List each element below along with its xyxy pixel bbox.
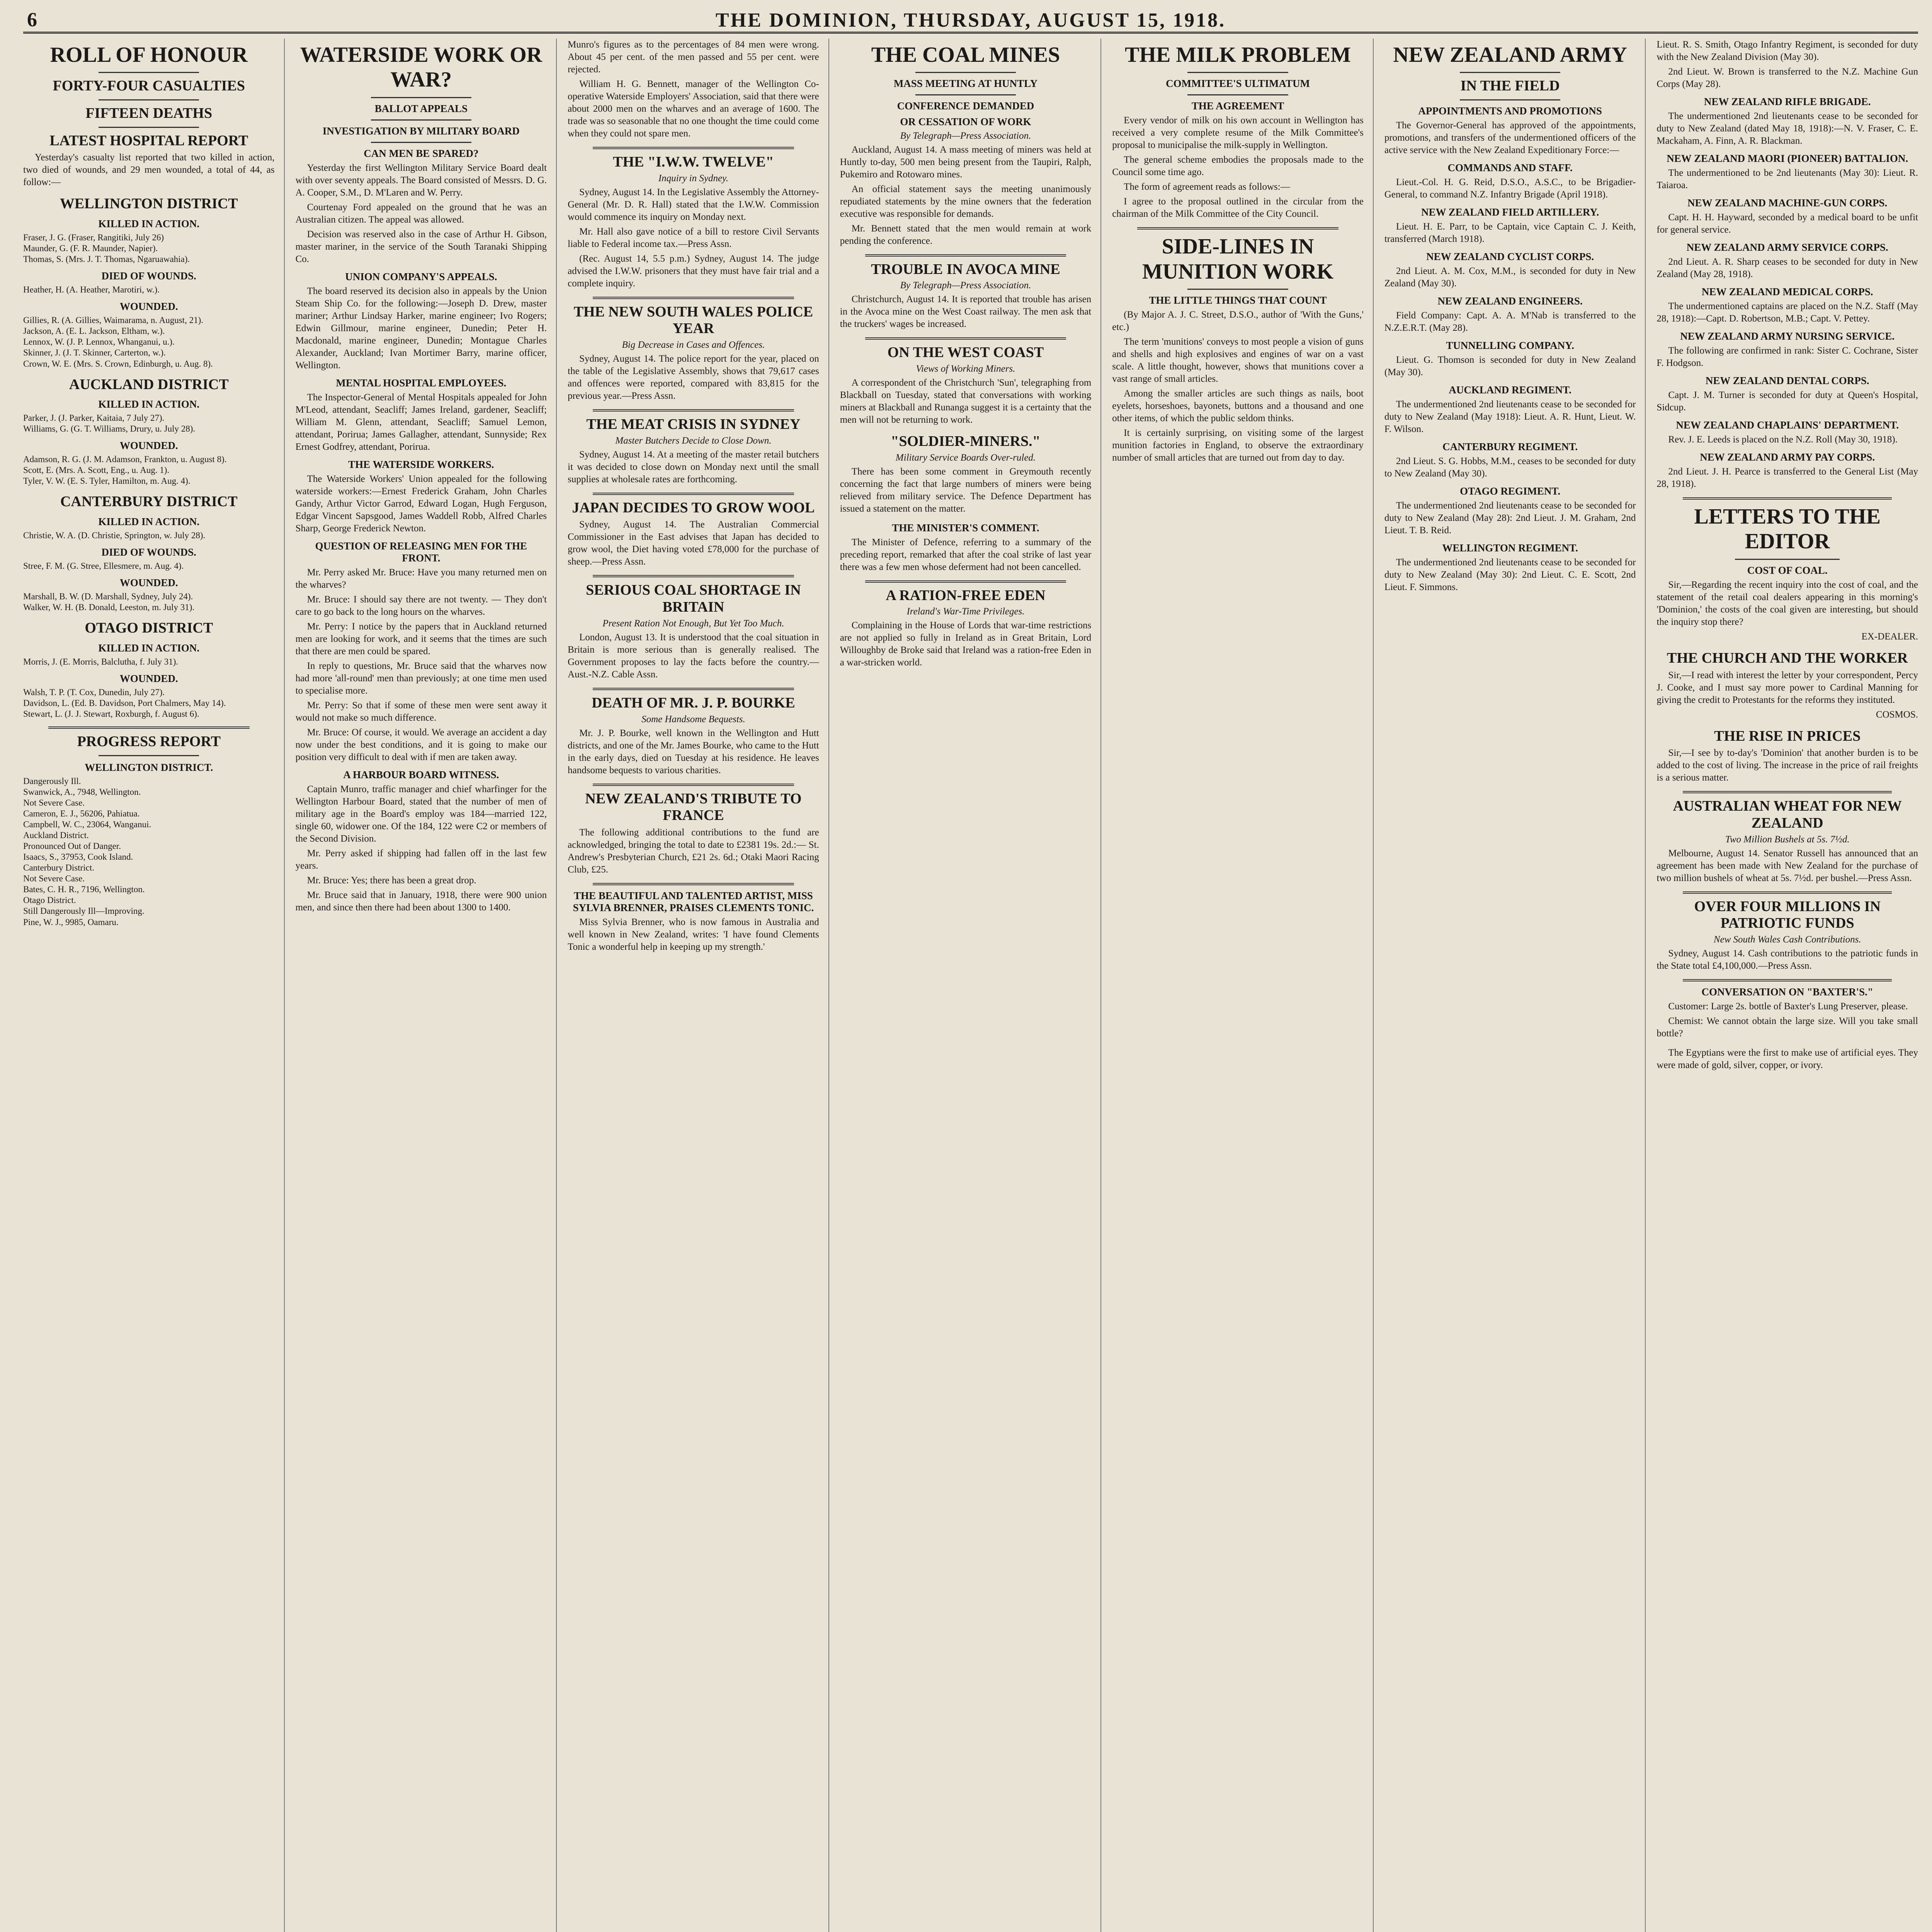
france-article xyxy=(568,791,819,876)
milk-article xyxy=(1112,43,1364,220)
headline: ON THE WEST COAST xyxy=(887,344,1044,361)
list-item: Jackson, A. (E. L. Jackson, Eltham, w.). xyxy=(23,326,165,336)
subhead: Military Service Boards Over-ruled. xyxy=(895,452,1036,463)
paragraph: Auckland, August 14. A mass meeting of miners was held at Huntly to-day, 500 men being present from the Taupiri, Ralph, Pukemiro and Rotowaro mines. xyxy=(840,144,1092,180)
paragraph: Mr. Bruce: Yes; there has been a great drop. xyxy=(307,875,476,886)
paragraph: (Rec. August 14, 5.5 p.m.) Sydney, August 14. The judge advised the I.W.W. prisoners that they must have fair trial and a complete inquiry. xyxy=(568,253,819,289)
list-item: Auckland District. xyxy=(23,830,89,840)
section-heading: AUCKLAND REGIMENT. xyxy=(1449,384,1571,396)
section-heading: NEW ZEALAND MAORI (PIONEER) BATTALION. xyxy=(1667,153,1908,164)
headline: THE BEAUTIFUL AND TALENTED ARTIST, MISS SYLVIA BRENNER, PRAISES CLEMENTS TONIC. xyxy=(573,889,814,913)
casualty-list xyxy=(23,232,275,265)
paragraph: Sir,—Regarding the recent inquiry into the cost of coal, and the statement of the retail coal dealers appearing in this morning's 'Dominion,' the costs of the coal given are interesting, but should the inquiry stop there? xyxy=(1656,579,1918,627)
section-heading: KILLED IN ACTION. xyxy=(98,218,200,230)
wheat-article xyxy=(1656,798,1918,884)
list-item: Stewart, L. (J. J. Stewart, Roxburgh, f. August 6). xyxy=(23,709,199,719)
casualty-list xyxy=(23,315,275,369)
paragraph: Courtenay Ford appealed on the ground that he was an Australian citizen. The appeal was allowed. xyxy=(295,202,547,225)
paragraph: Chemist: We cannot obtain the large size. Will you take small bottle? xyxy=(1656,1016,1918,1039)
headline: PROGRESS REPORT xyxy=(77,733,221,750)
list-item: Parker, J. (J. Parker, Kaitaia, 7 July 27). xyxy=(23,413,165,423)
masthead xyxy=(23,9,1918,34)
paragraph: Sydney, August 14. The police report for the year, placed on the table of the Legislative Assembly, shows that 79,617 cases and offences were reported, compared with 83,815 for the previous year.—Press Assn. xyxy=(568,354,819,401)
paragraph: Sir,—I see by to-day's 'Dominion' that another burden is to be added to the cost of living. The increase in the price of rail freights is a serious matter. xyxy=(1656,748,1918,783)
paragraph: The form of agreement reads as follows:— xyxy=(1124,182,1290,192)
paragraph: An official statement says the meeting unanimously repudiated statements by the mine owners that the federation executive was responsible for demands. xyxy=(840,184,1092,219)
list-item: Still Dangerously Ill—Improving. xyxy=(23,906,145,916)
subhead: THE LITTLE THINGS THAT COUNT xyxy=(1149,294,1327,306)
list-item: Scott, E. (Mrs. A. Scott, Eng., u. Aug. 1). xyxy=(23,465,170,475)
subhead: Master Butchers Decide to Close Down. xyxy=(615,435,772,446)
paragraph: The following are confirmed in rank: Sister C. Cochrane, Sister F. Hodgson. xyxy=(1656,345,1918,368)
avoca-article xyxy=(840,261,1092,331)
paragraph: The Inspector-General of Mental Hospitals appealed for John M'Leod, attendant, Seacliff; James Ireland, gardener, Seacliff; William M. Glenn, attendant, Seacliff; Samuel Lemon, attendant, Porirua; James Gallagher, attendant, Sunnyside; Rex Ernest Godfrey, attendant, Porirua. xyxy=(295,392,547,452)
paragraph: Sydney, August 14. In the Legislative Assembly the Attorney-General (Mr. D. R. Hall) stated that the I.W.W. Commission would commence its inquiry on Monday next. xyxy=(568,187,819,222)
list-item: Skinner, J. (J. T. Skinner, Carterton, w.). xyxy=(23,348,166,358)
japan-article xyxy=(568,500,819,568)
section-heading: DIED OF WOUNDS. xyxy=(101,270,196,282)
section-heading: WOUNDED. xyxy=(119,577,178,589)
tonic-advertisement xyxy=(568,890,819,953)
column-2 xyxy=(296,39,557,1932)
section-heading: NEW ZEALAND CHAPLAINS' DEPARTMENT. xyxy=(1676,419,1899,431)
paragraph: William H. G. Bennett, manager of the Wellington Co-operative Waterside Employers' Association, said that there were about 2000 men on the wharves and an average of 1600. The trade was so seasonable that no one thought the time could come when they could not spare men. xyxy=(568,79,819,139)
paragraph: Captain Munro, traffic manager and chief wharfinger for the Wellington Harbour Board, stated that the number of men of military age in the Board's employ was 184—married 122, single 60, widower one. Of the 184, 122 were C2 or members of the Second Division. xyxy=(295,784,547,844)
column-4 xyxy=(840,39,1102,1932)
section-heading: MENTAL HOSPITAL EMPLOYEES. xyxy=(336,377,507,389)
section-heading: THE WATERSIDE WORKERS. xyxy=(348,458,494,470)
paragraph: It is certainly surprising, on visiting some of the largest munition factories in England, to observe the extraordinary number of small articles that are turned out from day to day. xyxy=(1112,428,1364,463)
paragraph: The undermentioned 2nd lieutenants cease to be seconded for duty to New Zealand (dated May 18, 1918):—N. V. Fraser, C. E. Mackaham, A. Finn, A. R. Blackman. xyxy=(1656,111,1918,146)
west-coast-article xyxy=(840,344,1092,426)
roll-of-honour xyxy=(23,43,275,189)
headline: SERIOUS COAL SHORTAGE IN BRITAIN xyxy=(586,582,801,616)
column-5 xyxy=(1112,39,1374,1932)
subhead: INVESTIGATION BY MILITARY BOARD xyxy=(322,125,520,137)
list-item: Not Severe Case. xyxy=(23,798,85,808)
section-heading: NEW ZEALAND FIELD ARTILLERY. xyxy=(1421,206,1599,218)
column-3 xyxy=(568,39,829,1932)
paragraph: Capt. J. M. Turner is seconded for duty at Queen's Hospital, Sidcup. xyxy=(1656,390,1918,413)
subhead: APPOINTMENTS AND PROMOTIONS xyxy=(1418,105,1602,117)
headline: THE RISE IN PRICES xyxy=(1714,728,1861,744)
paragraph: Mr. Perry: I notice by the papers that in Auckland returned men are looking for work, and it seems that the times are such that there are men could be spared. xyxy=(295,621,547,656)
columns xyxy=(23,39,1918,1932)
section-heading: UNION COMPANY'S APPEALS. xyxy=(345,270,497,282)
subhead: LATEST HOSPITAL REPORT xyxy=(49,132,248,149)
subhead: Views of Working Miners. xyxy=(916,363,1015,374)
list-item: Pine, W. J., 9985, Oamaru. xyxy=(23,917,119,927)
paragraph: Munro's figures as to the percentages of 84 men were wrong. About 45 per cent. of the men passed and 55 per cent. were rejected. xyxy=(568,39,819,75)
casualty-list xyxy=(23,454,275,486)
section-heading: WOUNDED. xyxy=(119,673,178,685)
casualty-list xyxy=(23,530,275,541)
list-item: Walker, W. H. (B. Donald, Leeston, m. July 31). xyxy=(23,602,195,612)
subhead: MASS MEETING AT HUNTLY xyxy=(893,78,1038,90)
subhead: CONFERENCE DEMANDED xyxy=(897,100,1034,112)
paragraph: Sydney, August 14. The Australian Commercial Commissioner in the East advises that Japan has decided to grow wool, the Diet having voted £78,000 for the purchase of sheep.—Press Assn. xyxy=(568,519,819,567)
list-item: Not Severe Case. xyxy=(23,874,85,884)
paragraph: The Egyptians were the first to make use of artificial eyes. They were made of gold, silver, copper, or ivory. xyxy=(1656,1048,1918,1070)
list-item: Christie, W. A. (D. Christie, Springton, w. July 28). xyxy=(23,531,206,541)
list-item: Swanwick, A., 7948, Wellington. xyxy=(23,787,141,797)
paragraph: Mr. Perry: So that if some of these men were sent away it would not make so much difference. xyxy=(295,700,547,723)
section-heading: WELLINGTON REGIMENT. xyxy=(1442,542,1578,554)
list-item: Pronounced Out of Danger. xyxy=(23,841,121,851)
subhead: COST OF COAL. xyxy=(1747,564,1828,576)
wellington-district xyxy=(23,196,275,369)
headline: CONVERSATION ON "BAXTER'S." xyxy=(1701,986,1873,998)
paragraph: Among the smaller articles are such things as nails, boot eyelets, horseshoes, bayonets, buttons and a thousand and one other items, of which the public seldom thinks. xyxy=(1112,388,1364,424)
paragraph: The undermentioned 2nd lieutenants cease to be seconded for duty to New Zealand (May 30): 2nd Lieut. C. E. Scott, 2nd Lieut. F. Simmons. xyxy=(1384,557,1636,593)
waterside-continued xyxy=(568,39,819,140)
list-item: Crown, W. E. (Mrs. S. Crown, Edinburgh, u. Aug. 8). xyxy=(23,359,213,369)
headline: NEW ZEALAND ARMY xyxy=(1393,43,1627,67)
headline: THE "I.W.W. TWELVE" xyxy=(613,154,774,170)
section-heading: NEW ZEALAND RIFLE BRIGADE. xyxy=(1704,96,1871,107)
subhead: Present Ration Not Enough, But Yet Too Much. xyxy=(602,618,784,629)
paragraph: The undermentioned 2nd lieutenants cease to be seconded for duty to New Zealand (May 28): 2nd Lieut. J. M. Graham, 2nd Lieut. T. B. Reid. xyxy=(1384,500,1636,536)
paragraph: The board reserved its decision also in appeals by the Union Steam Ship Co. for the following:—Joseph D. Drew, master mariner; Arthur Lindsay Harker, marine engineer; Ivo Rogers; Edwin Gillmour, marine engineer, Dunedin; Peter H. Macdonald, marine engineer, Dunedin; Montague Charles Alexander, Auckland; Ivan Mortimer Barry, marine officer, Wellington. xyxy=(295,286,547,371)
byline: By Telegraph—Press Association. xyxy=(900,130,1031,141)
list-item: Morris, J. (E. Morris, Balclutha, f. July 31). xyxy=(23,657,179,667)
paragraph: Lieut. R. S. Smith, Otago Infantry Regiment, is seconded for duty with the New Zealand Division (May 30). xyxy=(1656,39,1918,62)
subhead: Ireland's War-Time Privileges. xyxy=(906,606,1025,617)
paragraph: Mr. J. P. Bourke, well known in the Wellington and Hutt districts, and one of the Mr. James Bourke, who came to the Hutt in the early days, died on Tuesday at his residence. He leaves handsome bequests to various charities. xyxy=(568,728,819,776)
paragraph: Customer: Large 2s. bottle of Baxter's Lung Preserver, please. xyxy=(1668,1001,1908,1012)
paragraph: Every vendor of milk on his own account in Wellington has received a very complete resume of the Milk Committee's proposal to municipalise the milk-supply in Wellington. xyxy=(1112,115,1364,151)
paragraph: Miss Sylvia Brenner, who is now famous in Australia and well known in New Zealand, writes: 'I have found Clements Tonic a wonderful help in keeping up my strength.' xyxy=(568,917,819,952)
paragraph: 2nd Lieut. W. Brown is transferred to the N.Z. Machine Gun Corps (May 28). xyxy=(1656,66,1918,89)
paragraph: The undermentioned captains are placed on the N.Z. Staff (May 28, 1918):—Capt. D. Robertson, M.B.; Capt. V. Pettey. xyxy=(1656,301,1918,324)
patriotic-funds-article xyxy=(1656,898,1918,972)
death-article xyxy=(568,695,819,777)
column-1 xyxy=(23,39,285,1932)
subhead: BALLOT APPEALS xyxy=(374,102,468,114)
section-heading: NEW ZEALAND MACHINE-GUN CORPS. xyxy=(1687,197,1888,209)
section-heading: WELLINGTON DISTRICT. xyxy=(85,761,213,773)
army-continued xyxy=(1656,39,1918,490)
list-item: Heather, H. (A. Heather, Marotiri, w.). xyxy=(23,285,160,295)
paragraph: Sydney, August 14. Cash contributions to the patriotic funds in the State total £4,100,000.—Press Assn. xyxy=(1656,948,1918,971)
paragraph: There has been some comment in Greymouth recently concerning the fact that large numbers of miners were being relieved from military service. The Defence Department has issued a statement on the matter. xyxy=(840,466,1092,514)
list-item: Isaacs, S., 37953, Cook Island. xyxy=(23,852,133,862)
section-heading: WOUNDED. xyxy=(119,440,178,452)
casualty-list xyxy=(23,561,275,571)
list-item: Marshall, B. W. (D. Marshall, Sydney, July 24). xyxy=(23,592,193,602)
paragraph: Mr. Bennett stated that the men would remain at work pending the conference. xyxy=(840,223,1092,246)
subhead: New South Wales Cash Contributions. xyxy=(1713,934,1861,945)
subhead: Two Million Bushels at 5s. 7½d. xyxy=(1725,834,1850,845)
paragraph: The general scheme embodies the proposals made to the Council some time ago. xyxy=(1112,155,1364,178)
paragraph: The following additional contributions to the fund are acknowledged, bringing the total to date to £2381 19s. 2d.:— St. Andrew's Presbyterian Church, £21 2s. 6d.; Otaki Maori Racing Club, £25. xyxy=(568,827,819,875)
paragraph: Capt. H. H. Hayward, seconded by a medical board to be unfit for general service. xyxy=(1656,212,1918,235)
paragraph: Rev. J. E. Leeds is placed on the N.Z. Roll (May 30, 1918). xyxy=(1668,434,1898,445)
headline: OVER FOUR MILLIONS IN PATRIOTIC FUNDS xyxy=(1694,898,1881,932)
paragraph: (By Major A. J. C. Street, D.S.O., author of 'With the Guns,' etc.) xyxy=(1112,310,1364,333)
subhead: FORTY-FOUR CASUALTIES xyxy=(53,78,245,94)
section-heading: KILLED IN ACTION. xyxy=(98,642,200,654)
list-item: Walsh, T. P. (T. Cox, Dunedin, July 27). xyxy=(23,687,165,697)
list-item: Williams, G. (G. T. Williams, Drury, u. July 28). xyxy=(23,424,196,434)
canterbury-district xyxy=(23,493,275,613)
list-item: Bates, C. H. R., 7196, Wellington. xyxy=(23,884,145,895)
iww-article xyxy=(568,154,819,290)
paragraph: The term 'munitions' conveys to most people a vision of guns and shells and high explosives and engines of war on a vast scale. A little thought, however, shows that munitions cover a vast range of small articles. xyxy=(1112,337,1364,384)
paragraph: Mr. Bruce said that in January, 1918, there were 900 union men, and since then there had been about 1300 to 1400. xyxy=(295,889,547,913)
paragraph: Yesterday the first Wellington Military Service Board dealt with over seventy appeals. The Board consisted of Messrs. D. G. A. Cooper, S.M., D. M'Laren and W. Perry. xyxy=(295,162,547,198)
section-heading: CANTERBURY REGIMENT. xyxy=(1442,441,1578,453)
casualty-list xyxy=(23,591,275,613)
ration-free-eden-article xyxy=(840,587,1092,669)
list-item: Davidson, L. (Ed. B. Davidson, Port Chalmers, May 14). xyxy=(23,698,226,708)
headline: TROUBLE IN AVOCA MINE xyxy=(871,261,1060,277)
letters-to-editor xyxy=(1656,504,1918,643)
paragraph: 2nd Lieut. A. R. Sharp ceases to be seconded for duty in New Zealand (May 28, 1918). xyxy=(1656,257,1918,279)
paragraph: A correspondent of the Christchurch 'Sun', telegraphing from Blackball on Tuesday, stated that conversations with working miners at Blackball and Runanga suggest it is a certainty that the men will not be returning to work. xyxy=(840,377,1092,425)
section-heading: NEW ZEALAND ENGINEERS. xyxy=(1437,295,1583,307)
headline: LETTERS TO THE EDITOR xyxy=(1694,505,1881,554)
subhead: FIFTEEN DEATHS xyxy=(85,105,213,122)
casualty-list xyxy=(23,284,275,295)
paragraph: Mr. Perry asked Mr. Bruce: Have you many returned men on the wharves? xyxy=(295,567,547,590)
headline: AUSTRALIAN WHEAT FOR NEW ZEALAND xyxy=(1673,798,1902,831)
subhead: Some Handsome Bequests. xyxy=(641,714,745,724)
section-heading: COMMANDS AND STAFF. xyxy=(1447,162,1573,174)
list-item: Fraser, J. G. (Fraser, Rangitiki, July 26) xyxy=(23,233,164,243)
subhead: Inquiry in Sydney. xyxy=(658,173,729,184)
headline: THE COAL MINES xyxy=(871,43,1060,67)
list-item: Campbell, W. C., 23064, Wanganui. xyxy=(23,820,151,830)
signature: COSMOS. xyxy=(1876,709,1918,720)
paragraph: Field Company: Capt. A. A. M'Nab is transferred to the N.Z.E.R.T. (May 28). xyxy=(1384,310,1636,333)
paragraph: Christchurch, August 14. It is reported that trouble has arisen in the Avoca mine on the West Coast railway. The men ask that the truckers' wages be increased. xyxy=(840,294,1092,330)
church-letter xyxy=(1656,650,1918,721)
casualty-list xyxy=(23,687,275,719)
coal-shortage-article xyxy=(568,582,819,680)
casualty-list xyxy=(23,413,275,434)
list-item: Canterbury District. xyxy=(23,863,94,873)
list-item: Dangerously Ill. xyxy=(23,776,81,786)
headline: DEATH OF MR. J. P. BOURKE xyxy=(592,694,795,711)
coal-mines-article xyxy=(840,43,1092,247)
paragraph: Lieut.-Col. H. G. Reid, D.S.O., A.S.C., to be Brigadier-General, to command N.Z. Infantry Brigade (April 1918). xyxy=(1384,177,1636,200)
paragraph: Melbourne, August 14. Senator Russell has announced that an agreement has been made with New Zealand for the purchase of two million bushels of wheat at 5s. 7½d. per bushel.—Press Assn. xyxy=(1656,848,1918,883)
paragraph: Mr. Hall also gave notice of a bill to restore Civil Servants liable to Federal income tax.—Press Assn. xyxy=(568,226,819,249)
egypt-note xyxy=(1656,1047,1918,1071)
subhead: CAN MEN BE SPARED? xyxy=(364,147,479,159)
casualty-list xyxy=(23,656,275,667)
headline: THE MILK PROBLEM xyxy=(1125,43,1351,67)
baxter-advertisement xyxy=(1656,986,1918,1040)
minister-comment xyxy=(840,522,1092,573)
prices-letter xyxy=(1656,728,1918,784)
section-heading: THE MINISTER'S COMMENT. xyxy=(892,522,1039,534)
column-6 xyxy=(1384,39,1646,1932)
paragraph: 2nd Lieut. S. G. Hobbs, M.M., ceases to be seconded for duty to New Zealand (May 30). xyxy=(1384,456,1636,479)
district-heading: CANTERBURY DISTRICT xyxy=(60,493,238,510)
paragraph: Mr. Perry asked if shipping had fallen off in the last few years. xyxy=(295,848,547,871)
list-item: Gillies, R. (A. Gillies, Waimarama, n. August, 21). xyxy=(23,315,203,325)
section-heading: NEW ZEALAND DENTAL CORPS. xyxy=(1705,375,1869,386)
paragraph: Mr. Bruce: I should say there are not twenty. — They don't care to go back to the long hours on the wharves. xyxy=(295,594,547,617)
section-heading: NEW ZEALAND MEDICAL CORPS. xyxy=(1701,286,1873,298)
otago-district xyxy=(23,620,275,719)
headline: THE NEW SOUTH WALES POLICE YEAR xyxy=(573,303,813,337)
section-heading: QUESTION OF RELEASING MEN FOR THE FRONT. xyxy=(315,540,527,564)
paragraph: The Governor-General has approved of the appointments, promotions, and transfers of the undermentioned officers of the active service with the New Zealand Expeditionary Force:— xyxy=(1384,120,1636,156)
section-heading: DIED OF WOUNDS. xyxy=(101,546,196,558)
subhead: IN THE FIELD xyxy=(1460,78,1560,94)
list-item: Lennox, W. (J. P. Lennox, Whanganui, u.). xyxy=(23,337,175,347)
headline: "SOLDIER-MINERS." xyxy=(891,433,1041,449)
progress-report xyxy=(23,726,275,927)
section-heading: NEW ZEALAND ARMY PAY CORPS. xyxy=(1700,451,1875,463)
district-heading: WELLINGTON DISTRICT xyxy=(60,196,238,212)
headline: THE MEAT CRISIS IN SYDNEY xyxy=(586,416,801,433)
paragraph: The Minister of Defence, referring to a summary of the preceding report, remarked that after the coal strike of last year there was a few men whose deferment had not been cancelled. xyxy=(840,537,1092,572)
paragraph: London, August 13. It is understood that the coal situation in Britain is more serious than is generally realised. The Government proposes to lay the facts before the country.—Aust.-N.Z. Cable Assn. xyxy=(568,632,819,680)
progress-list xyxy=(23,776,275,928)
list-item: Adamson, R. G. (J. M. Adamson, Frankton, u. August 8). xyxy=(23,454,227,464)
headline: JAPAN DECIDES TO GROW WOOL xyxy=(572,499,815,516)
signature: EX-DEALER. xyxy=(1861,631,1918,642)
paragraph: Lieut. G. Thomson is seconded for duty in New Zealand (May 30). xyxy=(1384,355,1636,378)
section-heading: NEW ZEALAND ARMY SERVICE CORPS. xyxy=(1686,242,1888,253)
paragraph: Complaining in the House of Lords that war-time restrictions are not applied so fully in Ireland as in Great Britain, Lord Willoughby de Broke said that Ireland was a ration-free Eden in a war-stricken world. xyxy=(840,620,1092,668)
list-item: Maunder, G. (F. R. Maunder, Napier). xyxy=(23,243,158,253)
list-item: Tyler, V. W. (E. S. Tyler, Hamilton, m. Aug. 4). xyxy=(23,476,190,486)
subhead: Big Decrease in Cases and Offences. xyxy=(622,340,765,350)
newspaper-title: THE DOMINION, THURSDAY, AUGUST 15, 1918. xyxy=(715,9,1226,31)
paragraph: I agree to the proposal outlined in the circular from the chairman of the Milk Committee of the City Council. xyxy=(1112,196,1364,219)
headline: SIDE-LINES IN MUNITION WORK xyxy=(1142,235,1334,284)
section-heading: NEW ZEALAND CYCLIST CORPS. xyxy=(1426,251,1594,263)
subhead: OR CESSATION OF WORK xyxy=(900,116,1031,128)
subhead: THE AGREEMENT xyxy=(1191,100,1284,112)
paragraph: The Waterside Workers' Union appealed for the following waterside workers:—Ernest Frederick Graham, John Charles Gandy, Arthur Victor Garrod, Edward Logan, Hugh Ferguson, Edgar Vincent Sapsgood, James Waddell Robb, Alfred Charles Sharp, George Frederick Newton. xyxy=(295,473,547,534)
page-number: 6 xyxy=(27,9,37,31)
paragraph: Lieut. H. E. Parr, to be Captain, vice Captain C. J. Keith, transferred (March 1918). xyxy=(1384,221,1636,245)
district-heading: OTAGO DISTRICT xyxy=(85,620,213,636)
meat-article xyxy=(568,416,819,486)
auckland-district xyxy=(23,376,275,487)
paragraph: Decision was reserved also in the case of Arthur H. Gibson, master mariner, in the service of the South Taranaki Shipping Co. xyxy=(295,229,547,264)
paragraph: 2nd Lieut. A. M. Cox, M.M., is seconded for duty in New Zealand (May 30). xyxy=(1384,266,1636,289)
section-heading: OTAGO REGIMENT. xyxy=(1460,485,1561,497)
paragraph: The undermentioned 2nd lieutenants cease to be seconded for duty to New Zealand (May 1918): Lieut. A. R. Hunt, Lieut. W. F. Wilson. xyxy=(1384,399,1636,435)
column-7 xyxy=(1656,39,1918,1932)
paragraph: Mr. Bruce: Of course, it would. We average an accident a day now under the best conditions, and it is going to make our position very difficult to deal with if men are taken away. xyxy=(295,727,547,762)
list-item: Cameron, E. J., 56206, Pahiatua. xyxy=(23,809,140,819)
list-item: Otago District. xyxy=(23,895,76,905)
subhead: COMMITTEE'S ULTIMATUM xyxy=(1166,78,1310,90)
section-heading: A HARBOUR BOARD WITNESS. xyxy=(343,769,499,781)
paragraph: The undermentioned to be 2nd lieutenants (May 30): Lieut. R. Taiaroa. xyxy=(1656,168,1918,190)
munitions-article xyxy=(1112,234,1364,464)
soldier-miners-article xyxy=(840,433,1092,515)
paragraph: Yesterday's casualty list reported that two killed in action, two died of wounds, and 29 men wounded, a total of 44, as follow:— xyxy=(23,152,275,188)
headline: NEW ZEALAND'S TRIBUTE TO FRANCE xyxy=(585,790,802,824)
police-article xyxy=(568,304,819,402)
waterside-article xyxy=(296,43,547,914)
paragraph: Sir,—I read with interest the letter by your correspondent, Percy J. Cooke, and I must say more power to Cardinal Manning for giving the credit to Protestants for the reforms they instituted. xyxy=(1656,670,1918,705)
section-heading: KILLED IN ACTION. xyxy=(98,516,200,528)
headline: ROLL OF HONOUR xyxy=(50,43,248,67)
list-item: Stree, F. M. (G. Stree, Ellesmere, m. Aug. 4). xyxy=(23,561,184,571)
section-heading: NEW ZEALAND ARMY NURSING SERVICE. xyxy=(1680,330,1895,342)
army-article xyxy=(1384,43,1636,594)
headline: WATERSIDE WORK OR WAR? xyxy=(300,43,543,92)
headline: A RATION-FREE EDEN xyxy=(886,587,1046,604)
byline: By Telegraph—Press Association. xyxy=(900,280,1031,291)
paragraph: 2nd Lieut. J. H. Pearce is transferred to the General List (May 28, 1918). xyxy=(1656,466,1918,489)
section-heading: TUNNELLING COMPANY. xyxy=(1446,340,1574,352)
list-item: Thomas, S. (Mrs. J. T. Thomas, Ngaruawahia). xyxy=(23,254,190,264)
headline: THE CHURCH AND THE WORKER xyxy=(1667,650,1908,666)
section-heading: KILLED IN ACTION. xyxy=(98,398,200,410)
paragraph: In reply to questions, Mr. Bruce said that the wharves now had more 'all-round' men than previously; at one time men used to specialise more. xyxy=(295,660,547,696)
paragraph: Sydney, August 14. At a meeting of the master retail butchers it was decided to close down on Monday next until the small supplies at wholesale rates are forthcoming. xyxy=(568,449,819,485)
district-heading: AUCKLAND DISTRICT xyxy=(69,376,229,393)
section-heading: WOUNDED. xyxy=(119,301,178,313)
